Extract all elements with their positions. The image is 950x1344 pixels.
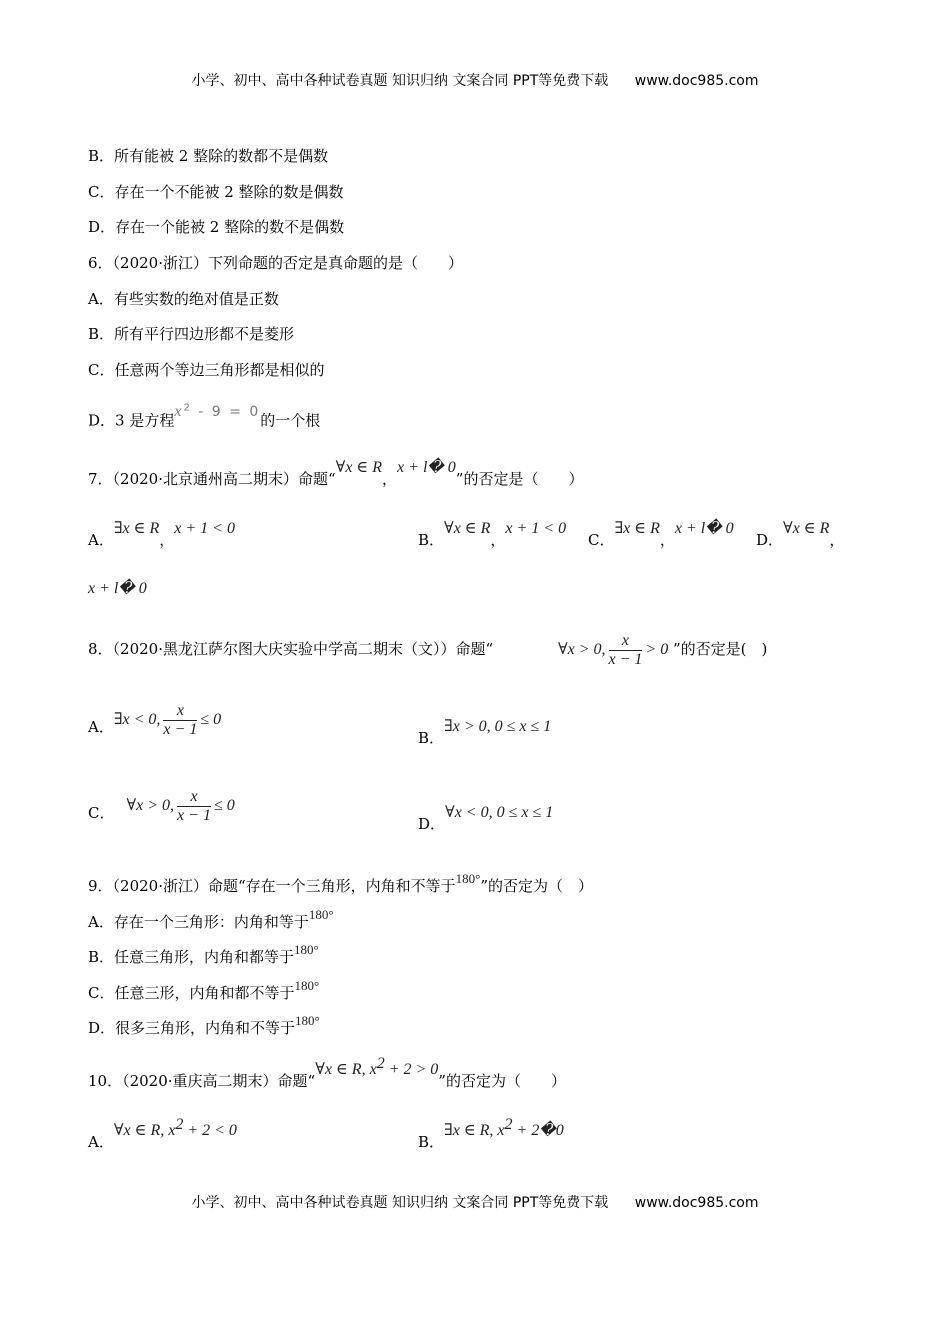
q9-stem-prefix: 9．（2020·浙江）命题“存在一个三角形，内角和不等于 (88, 877, 456, 895)
q8-stem-fraction (609, 632, 643, 669)
q10-a-math-2: + 2 < 0 (183, 1122, 237, 1139)
q8-option-c (88, 787, 235, 833)
q8-d-label: D． (418, 815, 446, 833)
q7-option-c (588, 520, 734, 551)
q8-stem-num: x (609, 632, 643, 651)
q6-equation-rest: - 9 = 0 (198, 403, 261, 420)
q7-a-sep: ， (159, 531, 175, 549)
q7-d-math-1: ∀x ∈ R (783, 520, 830, 537)
header-site-link[interactable]: www.doc985.com (634, 73, 759, 89)
page-header (0, 70, 950, 90)
q10-a-label: A． (88, 1133, 114, 1151)
q6-option-d (88, 402, 321, 432)
q7-a-math-2: x + 1 < 0 (174, 520, 235, 537)
q10-stem (88, 1055, 566, 1092)
q6-option-d-prefix: D．3 是方程 (88, 411, 175, 430)
q9-c-math: 180° (294, 978, 320, 993)
q7-d-label: D． (756, 531, 784, 549)
q9-c-text: C．任意三形，内角和都不等于 (88, 984, 295, 1002)
q7-b-math-1: ∀x ∈ R (444, 520, 491, 537)
q7-d-sep: ， (829, 531, 845, 549)
q7-b-math-2: x + 1 < 0 (505, 520, 567, 537)
q8-a-math-pre: ∃x < 0, (113, 711, 161, 728)
q8-option-d (418, 804, 554, 835)
q5-option-b: B．所有能被 2 整除的数都不是偶数 (88, 147, 329, 165)
q10-stem-prefix: 10．（2020·重庆高二期末）命题“ (88, 1072, 316, 1090)
q9-stem-suffix: ”的否定为（ ） (480, 877, 594, 895)
q10-b-math-1: ∃x ∈ R, x (444, 1122, 505, 1139)
q7-c-math-2: x + l� 0 (674, 520, 734, 537)
q8-c-num: x (177, 788, 211, 807)
q6-equation (174, 404, 260, 420)
q8-option-b (418, 718, 552, 749)
q8-c-math-pre: ∀x > 0, (126, 797, 175, 814)
q10-option-a (88, 1116, 237, 1153)
q9-option-a (88, 907, 334, 933)
q10-stem-math-1: ∀x ∈ R, x (315, 1061, 377, 1078)
q10-b-sup: 2 (504, 1116, 513, 1133)
q9-d-math: 180° (295, 1013, 320, 1028)
q6-option-d-suffix: 的一个根 (260, 411, 321, 430)
q8-d-math: ∀x < 0, 0 ≤ x ≤ 1 (445, 804, 554, 821)
footer-text: 小学、初中、高中各种试卷真题 知识归纳 文案合同 PPT等免费下载 (191, 1195, 609, 1211)
q7-stem-math-1: ∀x ∈ R (335, 459, 383, 476)
q8-stem-prefix: 8．（2020·黑龙江萨尔图大庆实验中学高二期末（文））命题“ (88, 640, 494, 658)
q7-stem-math-2: x + l� 0 (397, 459, 456, 476)
q10-stem-math-2: + 2 > 0 (384, 1061, 439, 1078)
q7-d-math-2: x + l� 0 (88, 580, 147, 597)
q8-b-label: B． (418, 729, 445, 747)
q9-option-c (88, 978, 320, 1004)
q8-stem-math-pre: ∀x > 0, (557, 641, 606, 658)
q6-option-b: B．所有平行四边形都不是菱形 (88, 325, 295, 343)
footer-site-link[interactable]: www.doc985.com (634, 1195, 759, 1211)
q7-a-label: A． (88, 531, 114, 549)
q9-stem (88, 871, 594, 897)
q8-b-math: ∃x > 0, 0 ≤ x ≤ 1 (444, 718, 552, 735)
q8-option-a (88, 701, 222, 747)
q10-option-b (418, 1116, 564, 1153)
q8-a-math-post: ≤ 0 (200, 711, 222, 728)
q8-stem-den: x − 1 (608, 650, 643, 668)
q7-option-b (418, 520, 567, 551)
q7-option-d (756, 520, 845, 551)
q7-b-label: B． (418, 531, 445, 549)
q10-a-sup: 2 (175, 1116, 184, 1133)
q9-option-d (88, 1013, 320, 1039)
q8-c-label: C． (88, 804, 115, 822)
q6-stem: 6．（2020·浙江）下列命题的否定是真命题的是（ ） (88, 254, 463, 272)
q6-equation-x: x (174, 402, 184, 420)
q7-b-sep: ， (490, 531, 506, 549)
q9-b-math: 180° (294, 942, 319, 957)
q8-c-den: x − 1 (177, 806, 211, 824)
q5-option-c: C．存在一个不能被 2 整除的数是偶数 (88, 183, 344, 201)
q7-option-a (88, 520, 235, 551)
q8-stem-suffix: ”的否定是( ) (673, 640, 768, 658)
q8-a-num: x (163, 702, 197, 721)
q9-d-text: D．很多三角形，内角和不等于 (88, 1019, 296, 1037)
q7-option-d-continued (88, 578, 147, 599)
q8-a-label: A． (88, 718, 114, 736)
q10-stem-suffix: ”的否定为（ ） (438, 1072, 566, 1090)
q6-option-a: A．有些实数的绝对值是正数 (88, 290, 279, 308)
q8-stem (88, 630, 767, 669)
q7-stem-prefix: 7．（2020·北京通州高二期末）命题“ (88, 470, 336, 488)
header-text: 小学、初中、高中各种试卷真题 知识归纳 文案合同 PPT等免费下载 (191, 73, 609, 89)
q9-a-text: A．存在一个三角形：内角和等于 (88, 913, 309, 931)
q5-option-d: D．存在一个能被 2 整除的数不是偶数 (88, 218, 345, 236)
q8-a-fraction (163, 702, 197, 739)
q9-option-b (88, 942, 319, 968)
q7-stem (88, 459, 584, 490)
q8-c-fraction (177, 788, 211, 825)
q10-b-math-2: + 2�0 (512, 1122, 564, 1139)
q10-a-math-1: ∀x ∈ R, x (113, 1122, 176, 1139)
q8-stem-math-post: > 0 (645, 641, 669, 658)
q9-stem-math: 180° (455, 871, 481, 886)
q7-c-sep: ， (659, 531, 675, 549)
q6-equation-exp: 2 (183, 402, 192, 413)
q8-a-den: x − 1 (163, 720, 198, 738)
q7-c-math-1: ∃x ∈ R (614, 520, 660, 537)
q6-option-c: C．任意两个等边三角形都是相似的 (88, 361, 325, 379)
q7-a-math-1: ∃x ∈ R (113, 520, 160, 537)
q7-c-label: C． (588, 531, 615, 549)
q9-a-math: 180° (308, 907, 334, 922)
q10-b-label: B． (418, 1133, 445, 1151)
page-footer (0, 1192, 950, 1212)
q7-stem-suffix: ”的否定是（ ） (455, 470, 584, 488)
q7-stem-comma: ， (382, 470, 398, 488)
q8-c-math-post: ≤ 0 (213, 797, 235, 814)
q9-b-text: B．任意三角形，内角和都等于 (88, 948, 295, 966)
q10-stem-sup: 2 (376, 1055, 385, 1072)
